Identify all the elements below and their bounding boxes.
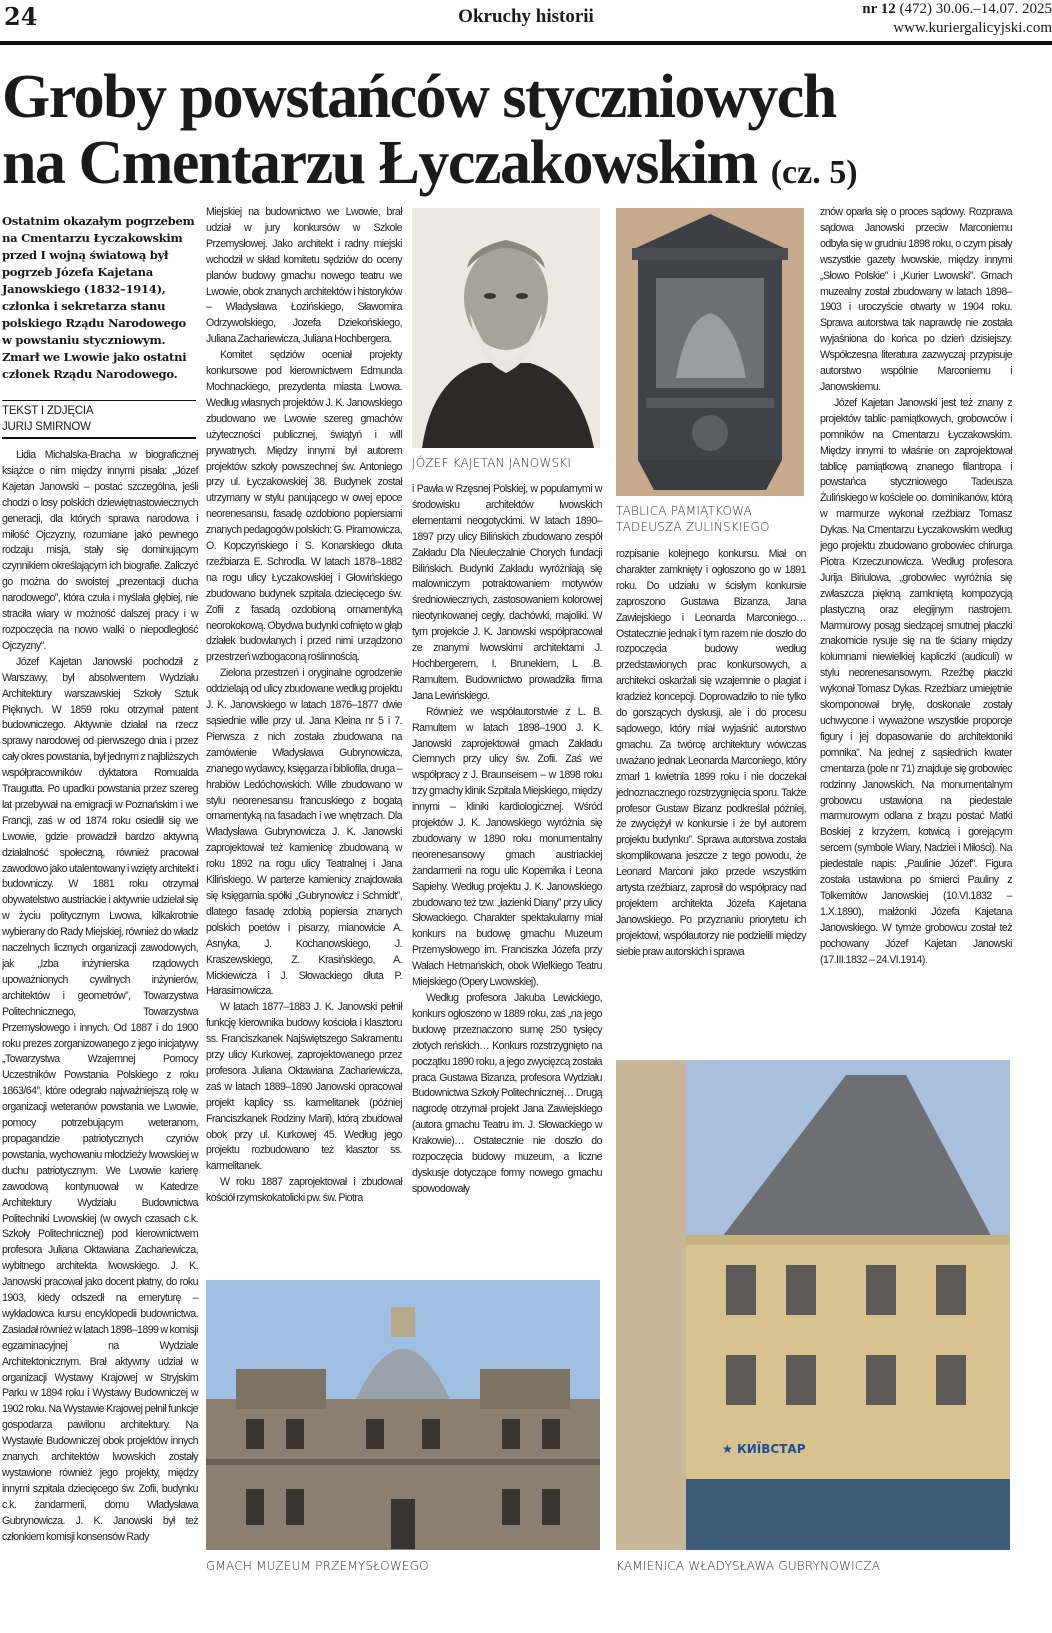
column-3 [412,482,602,1198]
shop-sign-text: КИЇВСТАР [736,1442,806,1456]
portrait-photo [412,208,600,448]
paragraph: Józef Kajetan Janowski jest też znany z projektów tablic pamiątkowych, grobowców i pomników na Cmentarzu Łyczakowskim. Między innymi to właśnie on zaprojektował tablicę pamiątkową znanego filantropa i powstańca styczniowego Tadeusza Żulińskiego w kościele oo. dominikanów, którą w marmurze wykonał rzeźbiarz Tomasz Dykas. Na Cmentarzu Łyczakowskim według jego projektu zbudowano grobowiec chirurga Piotra Krzeczunowicza. Według profesora Jurija Biriulowa, „grobowiec wyróżnia się zwłaszcza piękną zamkniętą kompozycją plastyczną oraz elegijnym nastrojem. Marmurowy posąg siedzącej smutnej płaczki znakomicie rysuje się na tle ściany między kolumnami niewielkiej kapliczki (audiculi) w stylu neorenesansowym. Rzeźbę płaczki wykonał Tomasz Dykas. Rzeźbiarz umiejętnie skomponował bryłę, doskonale zostały uchwycone i wyważone wszystkie proporcje figury i jej dopasowanie do architektoniki pomnika”. Na jednej z sąsiednich kwater cmentarza (pole nr 71) znajduje się grobowiec rodzinny Janowskich. Na monumentalnym grobowcu ustawiona na piedestale marmurowym odlana z brązu postać Matki Boskiej z krzyżem, kotwicą i gorejącym sercem (symbole Wiary, Nadziei i Miłości). Na piedestale napis: „Paulinie Józef”. Figura została ustawiona po śmierci Pauliny z Tolkemitów Janowskiej (10.VI.1832 – 1.X.1890), małżonki Józefa Kajetana Janowskiego. W tymże grobowcu został też pochowany Józef Kajetan Janowski (17.III.1832 – 24.VI.1914). [820,396,1012,966]
shop-sign [722,1442,806,1456]
paragraph: i Pawła w Rzęsnej Polskiej, w popularnymi w środowisku architektów lwowskich elementami neogotyckimi. W latach 1890–1897 przy ulicy Bilińskich zbudowano zespół Zakładu Dla Nieuleczalnie Chorych fundacji Bilińskich. Budynki Zakładu wyróżniają się malowniczym potraktowaniem motywów średniowiecznych, zastosowaniem kolorowej nieotynkowanej cegły, dachówki, majoliki. W tym projekcie J. K. Janowski współpracował ze znanymi lwowskimi architektami J. Hochbergerem, I. Brunekiem, L .B. Ramultem. Budownictwo prowadziła firma Jana Lewińskiego. [412,483,602,702]
plaque-caption-line-2: TADEUSZA ŻULIŃSKIEGO [616,520,770,534]
website-link[interactable]: www.kuriergalicyjski.com [893,20,1052,36]
article-lead: Ostatnim okazałym pogrzebem na Cmentarzu Łyczakowskim przed I wojną światową był pogrzeb Józefa Kajetana Janowskiego (1832–1914), członka i sekretarza stanu polskiego Rządu Narodowego w powstaniu styczniowym. Zmarł we Lwowie jako ostatni członek Rządu Narodowego. [2,214,195,381]
column-4 [616,547,806,961]
paragraph: Według profesora Jakuba Lewickiego, konkurs ogłoszono w 1889 roku, zaś „na jego budowę przeznaczono sumę 250 tysięcy złotych reńskich… Konkurs rozstrzygnięto na początku 1890 roku, a jego zwycięzcą została praca Gustawa Bizanza, profesora Wydziału Budownictwa Szkoły Politechnicznej… Drugą nagrodę otrzymał projekt Jana Zawiejskiego (autora gmachu Teatru im. J. Słowackiego w Krakowie)… Ostatecznie nie doszło do rozpoczęcia budowy muzeum, a liczne dyskusje dotyczące formy nowego gmachu spowodowały [412,992,602,1195]
header-rule [0,41,1052,45]
byline-divider [2,400,196,401]
portrait-caption: JÓZEF KAJETAN JANOWSKI [412,456,572,470]
issue-dates: (472) 30.06.–14.07. 2025 [899,1,1052,17]
paragraph: W roku 1887 zaprojektował i zbudował kościół rzymskokatolicki pw. św. Piotra [206,1176,402,1205]
column-2 [206,205,402,1207]
byline-author: JURIJ SMIRNOW [2,421,91,433]
tenement-photo [616,1060,1010,1550]
paragraph: Lidia Michalska-Bracha w biograficznej książce o nim między innymi pisała: „Józef Kajetan Janowski – postać szczególna, jeśli chodzi o losy polskich dziewiętnastowiecznych generacji, dla których sprawa narodowa i miłość Ojczyzny, rozumiane jako pewnego rodzaju misja, stały się dominującym czynnikiem określającym ich biografie. Zaliczyć go można do swoistej „prezentacji ducha narodowego”, która czuła i myślała głębiej, nie straciła wiary w możność dalszej pracy i w rozpoczęcia na nowo walki o niepodległość Ojczyzny”. [2,449,198,652]
museum-caption: GMACH MUZEUM PRZEMYSŁOWEGO [206,1559,429,1573]
paragraph: Józef Kajetan Janowski pochodził z Warszawy, był absolwentem Wydziału Architektury warszawskiej Szkoły Sztuk Pięknych. W 1859 roku otrzymał patent budowniczego. Aktywnie działał na rzecz sprawy narodowej od pierwszego dnia i przez cały okres powstania, był jednym z najbliższych współpracowników dyktatora Romualda Traugutta. Po upadku powstania przez szereg lat przebywał na emigracji w Poznańskim i we Francji, zaś w od 1874 roku osiedlił się we Lwowie, gdzie prowadził bardzo aktywną działalność społeczną, również pracował zawodowo jako utalentowany i wzięty architekt i budowniczy. W 1881 roku otrzymał obywatelstwo austriackie i aktywnie udzielał się w życiu politycznym Lwowa, kilkakrotnie wybierany do Rady Miejskiej, również do władz naczelnych licznych organizacji zawodowych, jak „Izba inżynierska rządowych upoważnionych cywilnych inżynierów, architektów i geometrów”, Towarzystwa Politechnicznego, Towarzystwa Przemysłowego i innych. Od 1887 i do 1900 roku prezes zorganizowanego z jego inicjatywy „Towarzystwa Wzajemnej Pomocy Uczestników Powstania Polskiego z roku 1863/64”, które odegrało najważniejszą rolę w organizacji weteranów powstania we Lwowie, pomocy potrzebującym weteranom, propagandzie patriotycznych czynów powstania, wychowaniu młodzieży lwowskiej w duchu patriotycznym. We Lwowie karierę zawodową kontynuował w Katedrze Architektury Wydziału Budownictwa Politechniki Lwowskiej (w owych czasach c.k. Szkoły Politechnicznej) pod kierownictwem profesora Juliana Oktawiana Zachariewicza, wybitnego architekta lwowskiego. J. K. Janowski pracował jako docent płatny, do roku 1903, kiedy odszedł na emeryturę – wykładowca kursu encyklopedii budownictwa. Zasiadał również w latach 1898–1899 w komisji egzaminacyjnej na Wydziale Architektonicznym. Brał aktywny udział w organizacji Wystawy Krajowej w Stryjskim Parku w 1894 roku i Wystawy Budowniczej w 1902 roku. Na Wystawie Krajowej pełnił funkcje gospodarza pawilonu architektury. Na Wystawie Budowniczej obok projektów innych znanych architektów lwowskich zostały wystawione również jego projekty, między innymi szpitala dziecięcego św. Zofii, budynku c.k. żandarmerii, domu Władysława Gubrynowicza. J. K. Janowski był też członkiem komisji konsensów Rady [2,655,198,1543]
page-number: 24 [4,2,38,31]
paragraph: W latach 1877–1883 J. K. Janowski pełnił funkcję kierownika budowy kościoła i klasztoru ss. Franciszkanek Najświętszego Sakramentu przy ulicy Kurkowej, zaprojektowanego przez profesora Juliana Oktawiana Zachariewicza, zaś w latach 1889–1890 Janowski opracował projekt kaplicy ss. karmelitanek (później Franciszkanek Rodziny Marii), którą zbudował obok przy ul. Kurkowej 45. Według jego projektu rozbudowano też klasztor ss. karmelitanek. [206,1001,402,1173]
paragraph: Zielona przestrzeń i oryginalne ogrodzenie oddzielają od ulicy zbudowane według projektu J. K. Janowskiego w latach 1876–1877 dwie sąsiednie wille przy ul. Jana Kleina nr 5 i 7. Pierwsza z nich została zbudowana na zamówienie Władysława Gubrynowicza, znanego wydawcy, księgarza i bibliofila, druga – hrabiów Ledóchowskich. Wille zbudowano w stylu neorenesansu francuskiego z bogatą ornamentyką na fasadach i we wnętrzach. Dla Władysława Gubrynowicza J. K. Janowski zaprojektował też kamienicę zbudowaną w roku 1892 na rogu ulicy Teatralnej i Jana Kilińskiego. W parterze kamienicy znajdowała się księgarnia spółki „Gubrynowicz i Schmidt”, dlatego fasadę zdobią popiersia znanych polskich poetów i pisarzy, mianowicie A. Asnyka, J. Kochanowskiego, J. Kraszewskiego, Z. Krasińskiego, A. Mickiewicza i J. Słowackiego dłuta P. Harasimowicza. [206,667,402,998]
byline-label: TEKST I ZDJĘCIA [2,405,94,417]
column-1 [2,448,198,1546]
plaque-image [616,208,804,496]
plaque-caption [616,503,806,535]
museum-photo [206,1280,600,1550]
byline-divider-bottom [2,437,196,439]
plaque-photo [616,208,804,496]
tenement-caption: KAMIENICA WŁADYSŁAWA GUBRYNOWICZA [616,1559,881,1573]
museum-image [206,1280,600,1550]
portrait-image [412,208,600,448]
title-part: (cz. 5) [770,154,858,191]
star-icon: ★ [722,1442,733,1456]
article-title [2,64,1052,206]
issue-info [862,0,1052,38]
byline [2,403,198,435]
paragraph: rozpisanie kolejnego konkursu. Miał on charakter zamknięty i ogłoszono go w 1891 roku. Do udziału w ścisłym konkursie zaproszono Gustawa Bizanza, Jana Zawiejskiego i Leonarda Marconiego… Ostatecznie jednak i tym razem nie doszło do rozpoczęcia budowy według przedstawionych prac konkursowych, a architekci oskarżali się wzajemnie o plagiat i kradzież koncepcji. Doprowadziło to nie tylko do gorszących dyskusji, ale i do procesu sądowego, który miał wyjaśnić autorstwo gmachu. Za twórcę architektury wówczas uważano jednak Leonarda Marconiego, który zmarł 1 kwietnia 1899 roku i nie doczekał jednoznacznego rozstrzygnięcia sporu. Także profesor Gustaw Bizanz podkreślał później, że zwyciężył w konkursie i że był autorem projektu budynku”. Sprawa autorstwa została skomplikowana jeszcze z tego powodu, że Leonard Marconi jako przede wszystkim artysta rzeźbiarz, zaprosił do współpracy nad projektem architekta Józefa Kajetana Janowskiego. Po przyznaniu priorytetu ich projektowi, współautorzy nie podzielili między siebie praw autorskich i sprawa [616,548,806,958]
issue-number: nr 12 [862,1,896,17]
paragraph: znów oparła się o proces sądowy. Rozprawa sądowa Janowski przeciw Marconiemu odbyła się w grudniu 1898 roku, o czym pisały wszystkie gazety lwowskie, między innymi „Słowo Polskie” i „Kurier Lwowski”. Gmach muzealny został zbudowany w latach 1898–1903 i uroczyście otwarty w 1904 roku. Sprawa autorstwa tak naprawdę nie została wyjaśniona do końca po dzień dzisiejszy. Współczesna literatura zazwyczaj przypisuje autorstwo wspólnie Marconiemu i Janowskiemu. [820,206,1012,393]
title-line-2: na Cmentarzu Łyczakowskim [2,129,757,197]
paragraph: Miejskiej na budownictwo we Lwowie, brał udział w jury konkursów w Szkole Przemysłowej. Jako architekt i radny miejski wchodził w skład komitetu sędziów do oceny planów budowy gmachu nowego teatru we Lwowie, obok znanych architektów i historyków – Władysława Łozińskiego, Sławomira Odrzywolskiego, Jozefa Dziekońskiego, Juliana Zachariewicza, Juliana Hochbergera. [206,206,402,346]
plaque-caption-line-1: TABLICA PAMIĄTKOWA [616,504,752,518]
tenement-image [616,1060,1010,1550]
title-line-1: Groby powstańców styczniowych [2,63,836,131]
column-5 [820,205,1012,969]
paragraph: Również we współautorstwie z L. B. Ramultem w latach 1898–1900 J. K. Janowski zaprojektował gmach Zakładu Ciemnych przy ulicy św. Zofii. Zaś we współpracy z J. Braunseisem – w 1898 roku trzy gmachy klinik Szpitala Miejskiego, między innymi – kliniki kardiologicznej. Wśród projektów J. K. Janowskiego wyróżnia się zbudowany w 1890 roku monumentalny neorenesansowy gmach austriackiej żandarmerii na rogu ulic Kopernika i Leona Sapiehy. Według projektu J. K. Janowskiego zbudowano też tzw. „łazienki Diany” przy ulicy Słowackiego. Charakter spektakularny miał konkurs na budowę gmachu Muzeum Przemysłowego im. Franciszka Józefa przy Wałach Hetmańskich, obok Wielkiego Teatru Miejskiego (Opery Lwowskiej). [412,705,602,989]
section-title: Okruchy historii [458,6,594,27]
paragraph: Komitet sędziów oceniał projekty konkursowe pod kierownictwem Edmunda Mochnackiego, prezydenta miasta Lwowa. Według własnych projektów J. K. Janowskiego zbudowano we Lwowie szereg gmachów użyteczności publicznej, świątyń i will prywatnych. Między innymi był autorem projektów szkoły powszechnej św. Antoniego przy ul. Łyczakowskiej 38. Budynek został utrzymany w stylu panującego w owej epoce neorenesansu, fasadę ozdobiono popiersiami znanych pedagogów polskich: G. Piramowicza, O. Kopczyńskiego i S. Konarskiego dłuta rzeźbiarza E. Schrodla. W latach 1878–1882 na rogu ulicy Łyczakowskiej i Głowińskiego zbudowano budynek szpitala dziecięcego św. Zofii z fasadą ozdobioną ornamentyką neorokokową. Obydwa budynki cofnięto w głąb działek budowlanych i przed nimi urządzono przestrzeń wzbogaconą roślinnością. [206,349,402,664]
